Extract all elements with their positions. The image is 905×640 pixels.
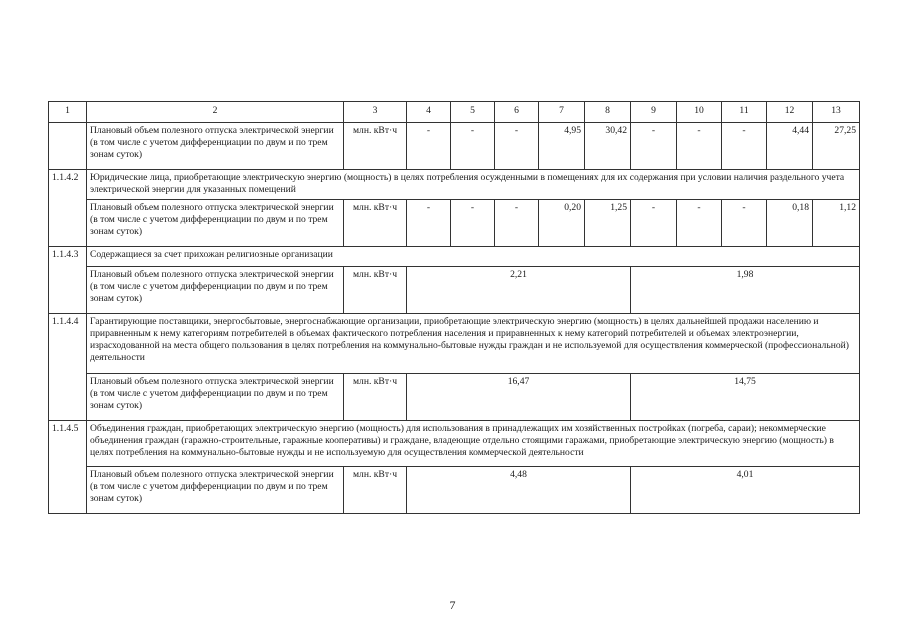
section-code: 1.1.4.5 xyxy=(49,421,87,514)
category-text: Гарантирующие поставщики, энергосбытовые, энергоснабжающие организации, приобретающие электрическую энергию (мощность) в целях дальнейшей продажи населению и приравненным к нему категориям потребителей в объемах фактического потребления населения и приравненных к нему категорий потребителей и объемах электроэнергии, израсходованной на места общего пользования в целях потребления на коммунально-бытовые нужды граждан и не используемой для осуществления коммерческой (профессиональной) деятельности xyxy=(87,314,860,374)
plan-label: Плановый объем полезного отпуска электрической энергии (в том числе с учетом дифференциации по двум и по трем зонам суток) xyxy=(87,374,344,421)
value-cell: - xyxy=(495,200,539,247)
value-cell: 0,20 xyxy=(539,200,585,247)
category-row xyxy=(49,170,860,200)
header-cell: 13 xyxy=(813,102,860,123)
value-cell: 1,12 xyxy=(813,200,860,247)
header-cell: 11 xyxy=(722,102,767,123)
value-cell: 30,42 xyxy=(585,123,631,170)
header-row xyxy=(49,102,860,123)
value-cell: - xyxy=(495,123,539,170)
value-cell: 4,95 xyxy=(539,123,585,170)
unit-cell: млн. кВт·ч xyxy=(344,200,407,247)
header-cell: 9 xyxy=(631,102,677,123)
unit-cell: млн. кВт·ч xyxy=(344,123,407,170)
category-text: Содержащиеся за счет прихожан религиозные организации xyxy=(87,247,860,267)
code-cell xyxy=(49,123,87,170)
value-cell: - xyxy=(451,200,495,247)
value-cell: - xyxy=(407,123,451,170)
merged-value-h1: 16,47 xyxy=(407,374,631,421)
plan-row-4 xyxy=(49,374,860,421)
section-code: 1.1.4.2 xyxy=(49,170,87,247)
value-cell: 1,25 xyxy=(585,200,631,247)
plan-label: Плановый объем полезного отпуска электрической энергии (в том числе с учетом дифференциации по двум и по трем зонам суток) xyxy=(87,467,344,514)
section-code: 1.1.4.3 xyxy=(49,247,87,314)
value-cell: 4,44 xyxy=(767,123,813,170)
plan-row-1 xyxy=(49,123,860,170)
value-cell: - xyxy=(677,200,722,247)
header-cell: 7 xyxy=(539,102,585,123)
merged-value-h1: 4,48 xyxy=(407,467,631,514)
section-code: 1.1.4.4 xyxy=(49,314,87,421)
category-text: Юридические лица, приобретающие электрическую энергию (мощность) в целях потребления осужденными в помещениях для их содержания при условии наличия раздельного учета электрической энергии для указанных помещений xyxy=(87,170,860,200)
plan-label: Плановый объем полезного отпуска электрической энергии (в том числе с учетом дифференциации по двум и по трем зонам суток) xyxy=(87,200,344,247)
header-cell: 8 xyxy=(585,102,631,123)
header-cell: 4 xyxy=(407,102,451,123)
tariff-table xyxy=(48,101,860,514)
category-row xyxy=(49,247,860,267)
category-row xyxy=(49,421,860,467)
merged-value-h2: 1,98 xyxy=(631,267,860,314)
value-cell: - xyxy=(407,200,451,247)
unit-cell: млн. кВт·ч xyxy=(344,467,407,514)
header-cell: 3 xyxy=(344,102,407,123)
merged-value-h1: 2,21 xyxy=(407,267,631,314)
value-cell: - xyxy=(722,200,767,247)
category-text: Объединения граждан, приобретающих электрическую энергию (мощность) для использования в принадлежащих им хозяйственных постройках (погреба, сараи); некоммерческие объединения граждан (гаражно-строительные, гаражные кооперативы) и граждане, владеющие отдельно стоящими гаражами, приобретающие электрическую энергию (мощность) в целях потребления на коммунально-бытовые нужды и не используемую для осуществления коммерческой деятельности xyxy=(87,421,860,467)
value-cell: 27,25 xyxy=(813,123,860,170)
merged-value-h2: 14,75 xyxy=(631,374,860,421)
value-cell: 0,18 xyxy=(767,200,813,247)
page-number: 7 xyxy=(449,598,456,612)
plan-label: Плановый объем полезного отпуска электрической энергии (в том числе с учетом дифференциации по двум и по трем зонам суток) xyxy=(87,267,344,314)
value-cell: - xyxy=(722,123,767,170)
category-row xyxy=(49,314,860,374)
header-cell: 2 xyxy=(87,102,344,123)
value-cell: - xyxy=(631,200,677,247)
plan-label: Плановый объем полезного отпуска электрической энергии (в том числе с учетом дифференциации по двум и по трем зонам суток) xyxy=(87,123,344,170)
value-cell: - xyxy=(631,123,677,170)
header-cell: 10 xyxy=(677,102,722,123)
value-cell: - xyxy=(451,123,495,170)
plan-row-5 xyxy=(49,467,860,514)
unit-cell: млн. кВт·ч xyxy=(344,267,407,314)
header-cell: 12 xyxy=(767,102,813,123)
unit-cell: млн. кВт·ч xyxy=(344,374,407,421)
header-cell: 5 xyxy=(451,102,495,123)
plan-row-2 xyxy=(49,200,860,247)
header-cell: 6 xyxy=(495,102,539,123)
merged-value-h2: 4,01 xyxy=(631,467,860,514)
value-cell: - xyxy=(677,123,722,170)
header-cell: 1 xyxy=(49,102,87,123)
plan-row-3 xyxy=(49,267,860,314)
